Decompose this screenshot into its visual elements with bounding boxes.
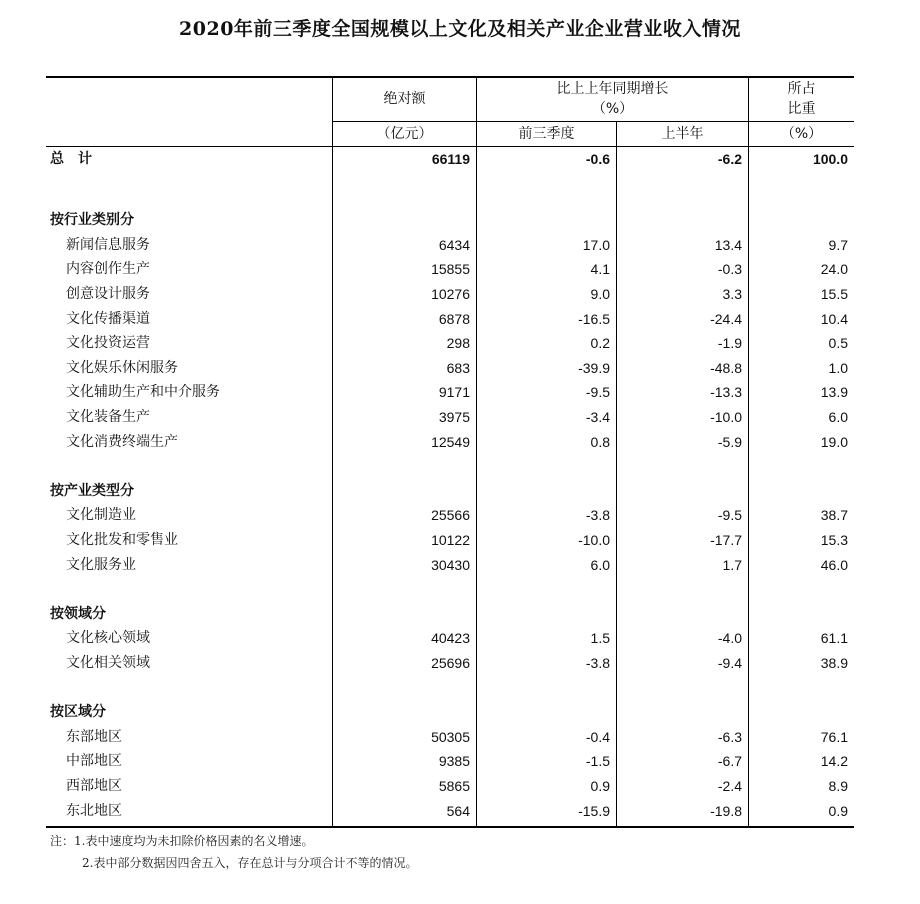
footnote-1: 注：1.表中速度均为未扣除价格因素的名义增速。 (50, 834, 314, 848)
row-abs-value: 12549 (431, 433, 470, 450)
row-label: 文化服务业 (66, 556, 136, 573)
row-q3-value: -9.5 (585, 384, 610, 401)
header-growth: 比上上年同期增长 (556, 81, 669, 97)
total-label: 总 计 (50, 151, 92, 167)
col-divider-1 (332, 76, 333, 828)
table-bottom-rule (46, 826, 854, 828)
row-q3-value: 4.1 (590, 261, 610, 278)
row-share-value: 1.0 (828, 359, 848, 376)
row-label: 内容创作生产 (66, 261, 150, 278)
row-share-value: 61.1 (820, 630, 848, 647)
row-q3-value: -0.4 (585, 728, 610, 745)
total-q3: -0.6 (585, 151, 610, 167)
row-h1-value: 13.4 (714, 236, 742, 253)
row-q3-value: 9.0 (590, 286, 610, 302)
row-abs-value: 3975 (438, 409, 470, 425)
row-h1-value: -10.0 (710, 409, 742, 425)
row-share-value: 38.7 (820, 507, 848, 524)
section-title: 按区域分 (50, 704, 106, 721)
row-h1-value: -17.7 (710, 532, 742, 548)
row-share-value: 46.0 (820, 556, 848, 573)
row-label: 文化娱乐休闲服务 (66, 359, 178, 376)
row-h1-value: -4.0 (717, 630, 742, 647)
header-share-1: 所占 (787, 81, 816, 97)
row-h1-value: -6.3 (717, 728, 742, 745)
total-share: 100.0 (812, 151, 848, 167)
row-h1-value: -24.4 (710, 310, 742, 327)
row-q3-value: 0.8 (590, 433, 610, 450)
header-q3: 前三季度 (518, 126, 575, 142)
row-label: 文化批发和零售业 (66, 532, 178, 548)
row-h1-value: 1.7 (722, 556, 742, 573)
row-label: 文化装备生产 (66, 409, 150, 425)
header-h1: 上半年 (661, 126, 704, 142)
row-abs-value: 25696 (431, 655, 470, 671)
row-share-value: 38.9 (820, 655, 848, 671)
col-divider-4 (748, 76, 749, 828)
row-q3-value: -3.8 (585, 507, 610, 524)
row-share-value: 13.9 (820, 384, 848, 401)
row-q3-value: -39.9 (578, 359, 610, 376)
header-abs: 绝对额 (383, 91, 426, 107)
row-share-value: 76.1 (820, 728, 848, 745)
row-label: 文化辅助生产和中介服务 (66, 384, 220, 401)
col-divider-2 (476, 76, 477, 828)
section-title: 按领域分 (50, 605, 106, 622)
row-share-value: 15.5 (820, 286, 848, 302)
row-h1-value: -48.8 (710, 359, 742, 376)
row-label: 新闻信息服务 (66, 236, 150, 253)
row-share-value: 0.9 (828, 802, 848, 819)
section-title: 按行业类别分 (50, 212, 134, 229)
row-abs-value: 9385 (438, 753, 470, 770)
row-abs-value: 50305 (431, 728, 470, 745)
row-q3-value: 0.9 (590, 778, 610, 794)
row-abs-value: 15855 (431, 261, 470, 278)
row-label: 东北地区 (66, 802, 122, 819)
row-label: 文化制造业 (66, 507, 136, 524)
row-q3-value: 17.0 (582, 236, 610, 253)
row-h1-value: -1.9 (717, 335, 742, 352)
row-label: 中部地区 (66, 753, 122, 770)
row-abs-value: 40423 (431, 630, 470, 647)
row-abs-value: 683 (446, 359, 470, 376)
table-top-rule (46, 76, 854, 78)
total-h1: -6.2 (717, 151, 742, 167)
row-q3-value: -10.0 (578, 532, 610, 548)
page-title: 2020年前三季度全国规模以上文化及相关产业企业营业收入情况 (179, 18, 741, 40)
row-share-value: 0.5 (828, 335, 848, 352)
section-title: 按产业类型分 (50, 482, 134, 499)
row-abs-value: 9171 (438, 384, 470, 401)
row-q3-value: -15.9 (578, 802, 610, 819)
row-h1-value: -6.7 (717, 753, 742, 770)
row-abs-value: 5865 (438, 778, 470, 794)
row-h1-value: -19.8 (710, 802, 742, 819)
revenue-table (46, 76, 854, 828)
row-abs-value: 30430 (431, 556, 470, 573)
row-h1-value: -5.9 (717, 433, 742, 450)
row-h1-value: -9.4 (717, 655, 742, 671)
header-share-unit: （%） (780, 126, 823, 142)
row-h1-value: -0.3 (717, 261, 742, 278)
row-share-value: 6.0 (828, 409, 848, 425)
row-label: 创意设计服务 (66, 286, 150, 302)
row-label: 文化消费终端生产 (66, 433, 178, 450)
total-abs: 66119 (431, 151, 470, 167)
row-abs-value: 10122 (431, 532, 470, 548)
row-q3-value: -16.5 (578, 310, 610, 327)
header-abs-unit: （亿元） (376, 126, 433, 142)
row-label: 文化相关领域 (66, 655, 150, 671)
row-label: 文化核心领域 (66, 630, 150, 647)
row-abs-value: 6434 (438, 236, 470, 253)
row-q3-value: -3.4 (585, 409, 610, 425)
header-bottom-rule (46, 146, 854, 147)
row-abs-value: 25566 (431, 507, 470, 524)
row-h1-value: -13.3 (710, 384, 742, 401)
row-q3-value: -3.8 (585, 655, 610, 671)
row-share-value: 10.4 (820, 310, 848, 327)
row-share-value: 8.9 (828, 778, 848, 794)
row-abs-value: 10276 (431, 286, 470, 302)
row-label: 西部地区 (66, 778, 122, 794)
row-share-value: 9.7 (828, 236, 848, 253)
row-abs-value: 6878 (438, 310, 470, 327)
footnote-2: 2.表中部分数据因四舍五入，存在总计与分项合计不等的情况。 (82, 856, 418, 870)
row-share-value: 19.0 (820, 433, 848, 450)
row-share-value: 14.2 (820, 753, 848, 770)
row-q3-value: 1.5 (590, 630, 610, 647)
row-label: 文化传播渠道 (66, 310, 150, 327)
row-abs-value: 298 (446, 335, 470, 352)
col-divider-3 (616, 121, 617, 828)
row-share-value: 24.0 (820, 261, 848, 278)
row-share-value: 15.3 (820, 532, 848, 548)
row-label: 东部地区 (66, 728, 122, 745)
row-abs-value: 564 (446, 802, 470, 819)
header-share-2: 比重 (787, 101, 816, 117)
row-q3-value: 0.2 (590, 335, 610, 352)
row-h1-value: 3.3 (722, 286, 742, 302)
row-h1-value: -9.5 (717, 507, 742, 524)
row-h1-value: -2.4 (717, 778, 742, 794)
row-label: 文化投资运营 (66, 335, 150, 352)
header-growth-unit: （%） (591, 101, 634, 117)
row-q3-value: -1.5 (585, 753, 610, 770)
row-q3-value: 6.0 (590, 556, 610, 573)
footnotes (50, 830, 417, 874)
header-sub-rule (332, 121, 854, 122)
